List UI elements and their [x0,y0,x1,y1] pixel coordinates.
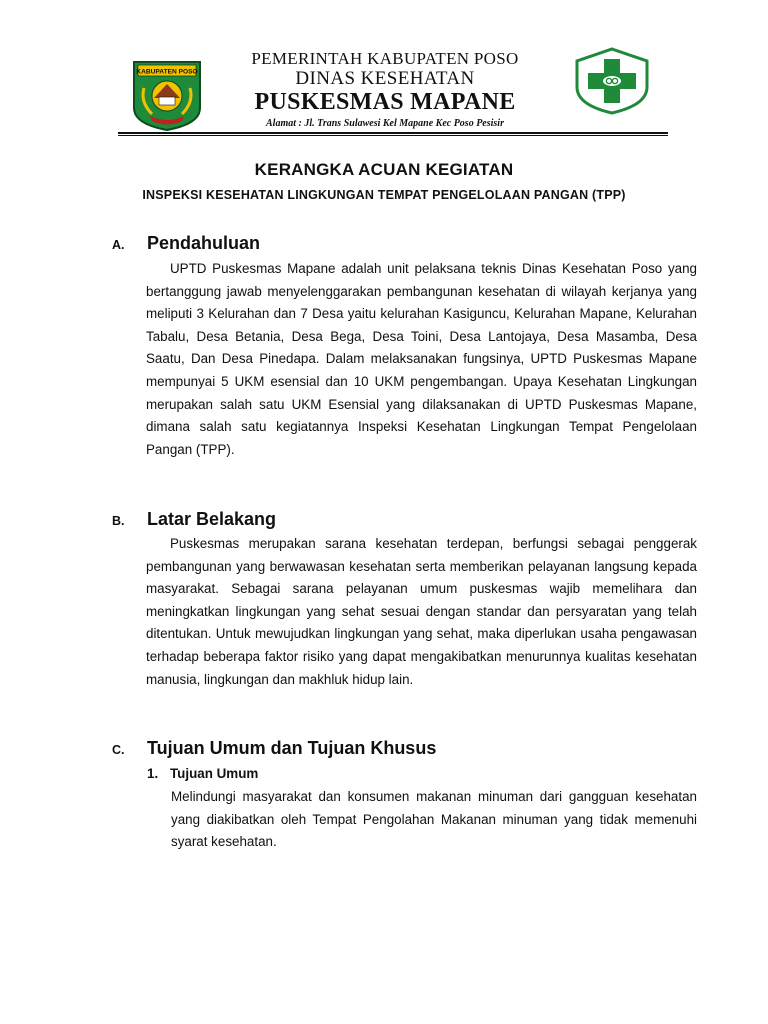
section-c-letter: C. [112,743,125,757]
letterhead [0,0,768,140]
department-line: DINAS KESEHATAN [295,68,475,89]
letterhead-rule-thin [118,135,668,136]
crest-label: KABUPATEN POSO [136,68,198,76]
section-b-body: Puskesmas merupakan sarana kesehatan terdepan, berfungsi sebagai penggerak pembangunan yang berwawasan kesehatan serta memberikan pelayanan langsung kepada masyarakat. Sebagai sarana pelayanan umum puskesmas wajib memelihara dan meningkatkan lingkungan yang sehat sesuai dengan standar dan persyaratan yang telah ditentukan. Untuk mewujudkan lingkungan yang sehat, maka diperlukan usaha pengawasan terhadap beberapa faktor risiko yang dapat mengakibatkan menurunnya kualitas kesehatan manusia, lingkungan dan makhluk hidup lain. [146,536,697,687]
subsection-1-number: 1. [147,766,159,781]
section-c-heading: Tujuan Umum dan Tujuan Khusus [147,738,437,758]
section-a-body: UPTD Puskesmas Mapane adalah unit pelaksana teknis Dinas Kesehatan Poso yang bertanggung jawab menyelenggarakan pembangunan kesehatan di wilayah kerjanya yang meliputi 3 Kelurahan dan 7 Desa yaitu kelurahan Kasiguncu, Kelurahan Mapane, Kelurahan Tabalu, Desa Betania, Desa Bega, Desa Toini, Desa Lantojaya, Desa Masamba, Desa Saatu, Dan Desa Pinedapa. Dalam melaksanakan fungsinya, UPTD Puskesmas Mapane mempunyai 5 UKM esensial dan 10 UKM pengembangan. Upaya Kesehatan Lingkungan merupakan salah satu UKM Esensial yang dilaksanakan di UPTD Puskesmas Mapane, dimana salah satu kegiatannya Inspeksi Kesehatan Lingkungan Tempat Pengelolaan Pangan (TPP). [146,261,697,457]
section-c-body: Melindungi masyarakat dan konsumen makanan minuman dari gangguan kesehatan yang diakibatkan oleh Tempat Pengolahan Makanan minuman yang tidak memenuhi syarat kesehatan. [171,789,697,850]
section-a-heading: Pendahuluan [147,233,261,253]
subsection-1-heading: Tujuan Umum [170,766,259,781]
regency-crest-icon [130,58,204,132]
institution-name: PUSKESMAS MAPANE [254,89,516,115]
letterhead-rule [118,132,668,134]
section-b-heading: Latar Belakang [147,509,277,529]
government-line: PEMERINTAH KABUPATEN POSO [251,49,519,68]
section-b-letter: B. [112,514,125,528]
address-line: Alamat : Jl. Trans Sulawesi Kel Mapane Kec Poso Pesisir [266,118,504,129]
document-subtitle: INSPEKSI KESEHATAN LINGKUNGAN TEMPAT PENGELOLAAN PANGAN (TPP) [142,188,626,202]
health-cross-icon [575,47,649,115]
document-title: KERANGKA ACUAN KEGIATAN [254,160,514,179]
section-a-letter: A. [112,238,125,252]
